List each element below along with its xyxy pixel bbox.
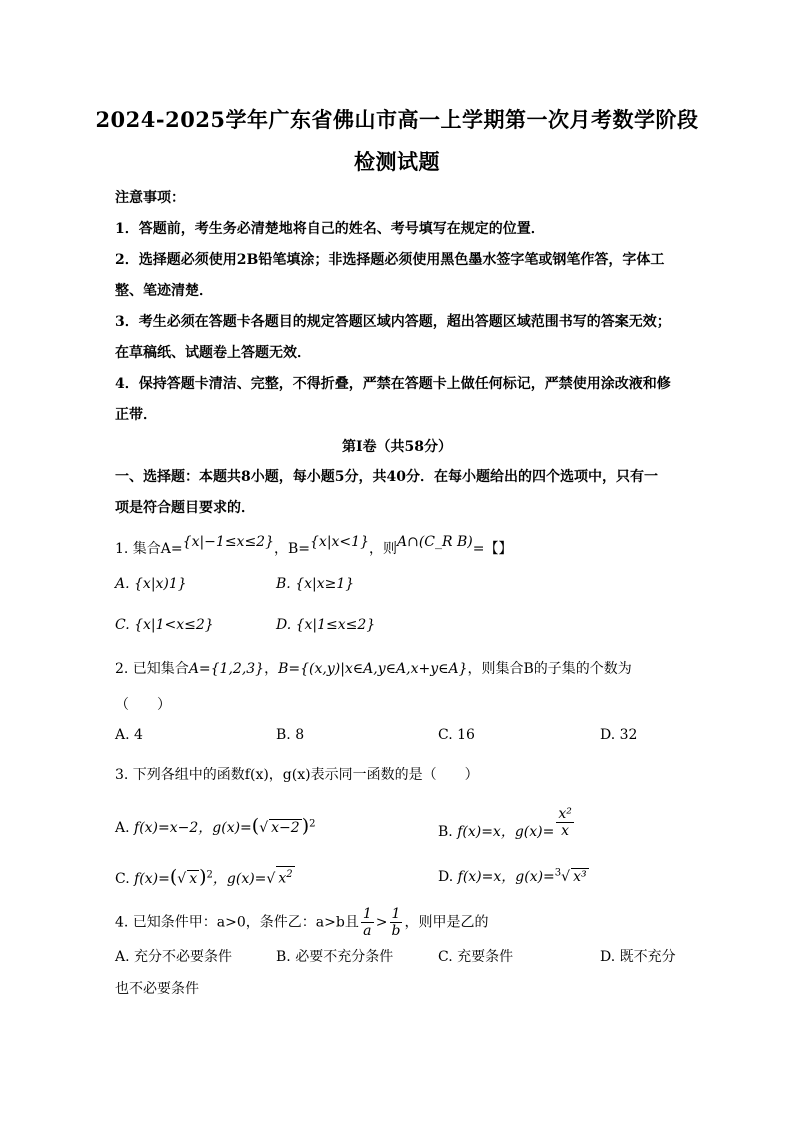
notice-item-4a: 4．保持答题卡清洁、完整，不得折叠，严禁在答题卡上做任何标记，严禁使用涂改液和修 [115,376,671,392]
q3-a-functions: f(x)=x−2，g(x)= [134,820,252,836]
exam-title-line1: 2024-2025学年广东省佛山市高一上学期第一次月考数学阶段 [95,107,699,132]
notice-item-4b: 正带． [115,407,157,423]
q2-answer-paren: （ ） [115,697,171,713]
q3-d-label: D. [438,869,454,885]
q1-set-b: {x|x<1} [310,534,369,550]
q3-c-sqrt-sign: √ [177,871,187,887]
q3-b-label: B. [438,823,453,840]
q3-option-c [115,866,295,888]
section-one-instructions-b: 项是符合题目要求的． [115,500,255,516]
q3-a-exponent: 2 [309,818,316,830]
q3-option-b [438,806,576,839]
q3-a-sqrt-content: x−2 [271,820,300,836]
q3-option-a [115,815,315,837]
q4-greater-sign: > [375,914,388,931]
q1-then: ，则 [368,541,397,557]
q1-option-a: A. {x|x)1} [115,576,187,592]
q2-option-d: D. 32 [600,727,638,743]
q3-d-root-content: x³ [573,869,587,885]
q2-set-b: B={(x,y)|x∈A,y∈A,x+y∈A} [278,661,468,677]
q2-option-a: A. 4 [115,727,143,743]
q3-option-d [438,866,589,886]
q1-option-d: D. {x|1≤x≤2} [276,617,376,633]
question-3-stem: 3. 下列各组中的函数f(x)，g(x)表示同一函数的是（ ） [115,767,479,783]
q3-c-g-sqrt-content: $x^2$ [276,866,294,887]
q3-b-fraction [556,806,574,839]
q1-tail: =【】 [472,541,513,557]
q1-option-b: B. {x|x≥1} [276,576,355,592]
q1-prefix: 1. 集合A= [115,541,183,557]
q3-c-g: ，g(x)= [212,871,267,887]
q4-option-d: D. 既不充分 [600,949,676,965]
q1-option-c: C. {x|1<x≤2} [115,617,214,633]
q2-option-c: C. 16 [438,727,475,743]
notice-heading: 注意事项： [115,190,185,206]
question-4-stem [115,906,488,939]
q4-text2: ，则甲是乙的 [404,914,489,931]
q4-option-a: A. 充分不必要条件 [115,949,233,965]
q3-a-right-paren: ) [301,815,310,837]
q1-set-a: {x|−1≤x≤2} [182,534,274,550]
q3-c-g-sqrt-sign: √ [266,871,276,887]
q3-d-root-index: 3 [554,867,562,879]
q1-expression: A∩(C_R B) [396,534,473,550]
q3-d-root-sign: √ [561,869,571,885]
notice-item-3a: 3．考生必须在答题卡各题目的规定答题区域内答题，超出答题区域范围书写的答案无效； [115,314,671,330]
part-one-heading: 第Ⅰ卷（共58分） [341,439,453,455]
q2-tail: ，则集合B的子集的个数为 [467,661,632,677]
q3-b-denominator: x [561,823,570,839]
q3-b-numerator: x² [558,806,572,822]
q3-a-left-paren: ( [251,815,260,837]
q4-option-d-continued: 也不必要条件 [115,981,199,997]
notice-item-1: 1．答题前，考生务必清楚地将自己的姓名、考号填写在规定的位置． [115,221,545,237]
q3-c-f: f(x)= [134,871,170,887]
q4-option-c: C. 充要条件 [438,949,514,965]
q3-c-left-paren: ( [169,866,178,888]
q3-c-label: C. [115,871,130,887]
notice-item-3b: 在草稿纸、试题卷上答题无效． [115,345,311,361]
q4-fraction-1-over-a: $\frac{1}{a}$ [362,906,372,939]
q3-c-exponent: 2 [206,869,213,881]
q3-c-right-paren: ) [199,866,207,888]
notice-item-2b: 整、笔迹清楚． [115,283,213,299]
q4-option-b: B. 必要不充分条件 [276,949,394,965]
q4-fraction-1-over-b: $\frac{1}{b}$ [391,906,401,939]
q2-prefix: 2. 已知集合 [115,661,189,677]
q2-comma: ， [264,661,279,677]
q3-a-label: A. [115,820,130,836]
q3-b-functions: f(x)=x，g(x)= [457,823,555,840]
question-2-stem [115,658,632,678]
q3-c-sqrt-x: x [189,871,198,887]
q3-d-functions: f(x)=x，g(x)= [457,869,555,885]
notice-item-2a: 2．选择题必须使用2B铅笔填涂；非选择题必须使用黑色墨水签字笔或钢笔作答，字体工 [115,252,665,268]
q4-text1: 4. 已知条件甲：a>0，条件乙：a>b且 [115,914,359,931]
question-1-stem [115,534,513,558]
q3-a-sqrt-sign: √ [259,820,269,836]
q2-option-b: B. 8 [276,727,305,743]
section-one-instructions-a: 一、选择题：本题共8小题，每小题5分，共40分．在每小题给出的四个选项中，只有一 [115,469,658,485]
q1-mid: ，B= [273,541,311,557]
exam-title-line2: 检测试题 [354,149,440,174]
q2-set-a: A={1,2,3} [188,661,265,677]
